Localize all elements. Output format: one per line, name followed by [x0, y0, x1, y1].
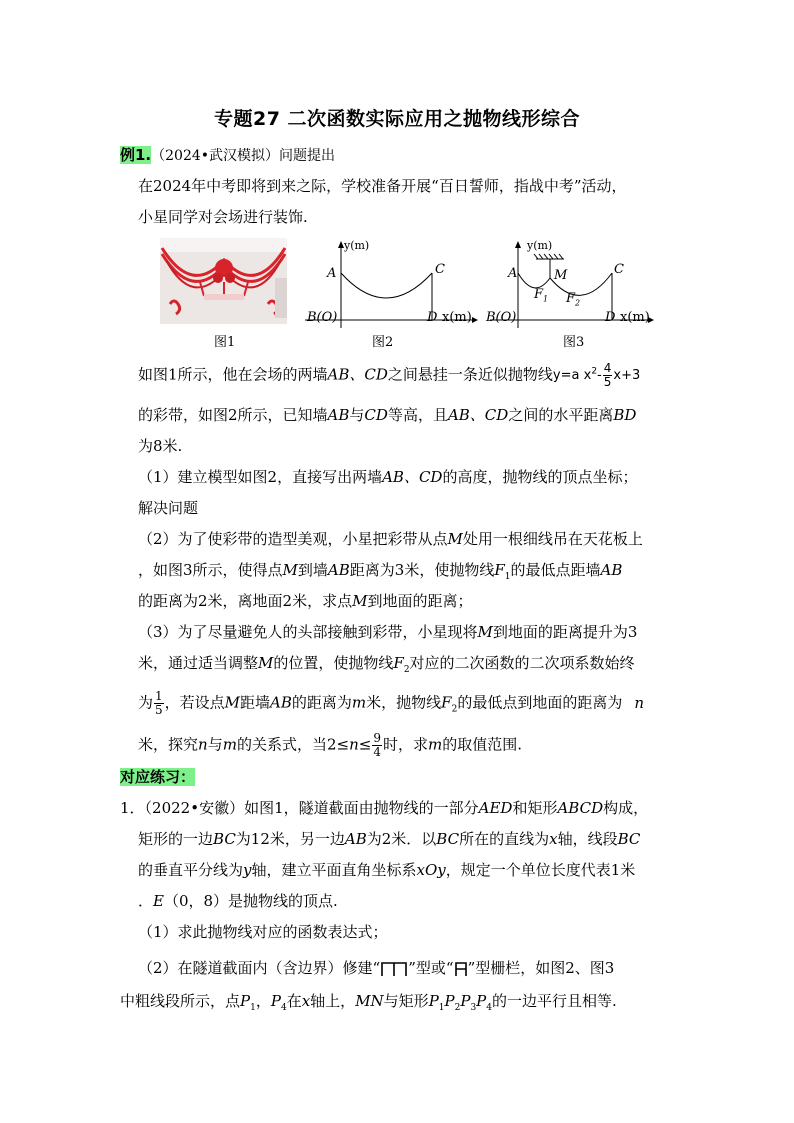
practice-1-line-4: ．E（0，8）是抛物线的顶点.: [138, 892, 338, 910]
page-title: 专题27 二次函数实际应用之抛物线形综合: [213, 108, 581, 130]
fig3-label-c: C: [614, 262, 624, 277]
practice-1-line-2: 矩形的一边BC为12米，另一边AB为2米．以BC所在的直线为x轴，线段BC: [138, 830, 641, 848]
fence-shape-n-icon: [380, 961, 408, 977]
practice-1-question-2: （2）在隧道截面内（含边界）修建“ ”型或“ ”型栅栏，如图2、图3: [138, 959, 615, 977]
figure-3-caption: 图3: [563, 335, 585, 350]
fig3-label-f1: $F_1$: [534, 287, 549, 304]
ribbon-decoration-image: [160, 238, 287, 324]
fig3-y-label: y(m): [527, 239, 553, 252]
fig3-label-a: A: [508, 266, 518, 281]
fig2-label-c: C: [435, 262, 445, 277]
solve-heading: 解决问题: [138, 499, 199, 517]
fig2-y-label: y(m): [344, 239, 370, 252]
practice-heading: 对应练习：: [120, 768, 196, 786]
intro-line-1: 在2024年中考即将到来之际，学校准备开展“百日誓师，指战中考”活动，: [138, 177, 627, 195]
parabola-formula: y=a $x^2-$ $\frac{4}{5}$ x+3: [552, 361, 641, 390]
question-3-line-4: 米，探究n与m的关系式，当2≤n≤ $\frac{9}{4}$ 时，求m的取值范围.: [138, 731, 522, 759]
fig2-label-d: D: [427, 310, 438, 325]
fig3-label-m: M: [554, 268, 568, 283]
fig3-x-label: x(m): [620, 310, 650, 325]
figure-1-caption: 图1: [214, 335, 236, 350]
question-2-line-1: （2）为了使彩带的造型美观，小星把彩带从点M处用一根细线吊在天花板上: [138, 530, 643, 548]
figure-2-caption: 图2: [372, 335, 394, 350]
fig3-label-f2: $F_2$: [566, 291, 581, 308]
question-3-line-2: 米，通过适当调整M的位置，使抛物线$F_2$对应的二次函数的二次项系数始终: [138, 654, 635, 675]
question-2-line-3: 的距离为2米，离地面2米，求点M到地面的距离；: [138, 592, 473, 610]
question-3-line-1: （3）为了尽量避免人的头部接触到彩带，小星现将M到地面的距离提升为3: [138, 623, 638, 641]
question-3-line-3: 为 $\frac{1}{5}$ ，若设点M距墙AB的距离为m米，抛物线$F_2$的最低点到地面的距离为 n: [138, 689, 645, 717]
question-1: （1）建立模型如图2，直接写出两墙AB、CD的高度，抛物线的顶点坐标；: [138, 468, 638, 486]
question-2-line-2: ，如图3所示，使得点M到墙AB距离为3米，使抛物线$F_1$的最低点距墙AB: [138, 561, 623, 582]
fig2-label-b: B(O): [307, 310, 338, 325]
fig3-label-d: D: [605, 310, 616, 325]
example-header: [120, 145, 335, 166]
practice-1-question-1: （1）求此抛物线对应的函数表达式；: [138, 923, 388, 941]
practice-1-line-3: 的垂直平分线为y轴，建立平面直角坐标系xOy，规定一个单位长度代表1米: [138, 861, 636, 879]
practice-1-question-2-line-2: 中粗线段所示，点$P_1$，$P_4$在x轴上，MN与矩形$P_1P_2P_3P_4$的一边平行且相等.: [120, 992, 617, 1013]
fig3-label-b: B(O): [486, 310, 517, 325]
figure-1-photo: [160, 238, 287, 324]
paragraph-1-line-3: 为8米.: [138, 437, 183, 455]
fence-shape-box-icon: [454, 961, 468, 977]
paragraph-1-line-2: 的彩带，如图2所示，已知墙AB与CD等高，且AB、CD之间的水平距离BD: [138, 406, 637, 424]
fig2-label-a: A: [327, 266, 337, 281]
intro-line-2: 小星同学对会场进行装饰.: [138, 208, 308, 226]
practice-1-line-1: 1．（2022•安徽）如图1，隧道截面由抛物线的一部分AED和矩形ABCD构成，: [120, 799, 649, 817]
fig2-x-label: x(m): [442, 310, 472, 325]
example-source: （2024•武汉模拟）问题提出: [151, 148, 336, 164]
example-tag: 例1.: [120, 146, 152, 164]
paragraph-1-line-1: 如图1所示，他在会场的两墙AB、CD之间悬挂一条近似抛物线y=a $x^2-$ $\frac{4}{5}$ x+3: [138, 361, 641, 390]
